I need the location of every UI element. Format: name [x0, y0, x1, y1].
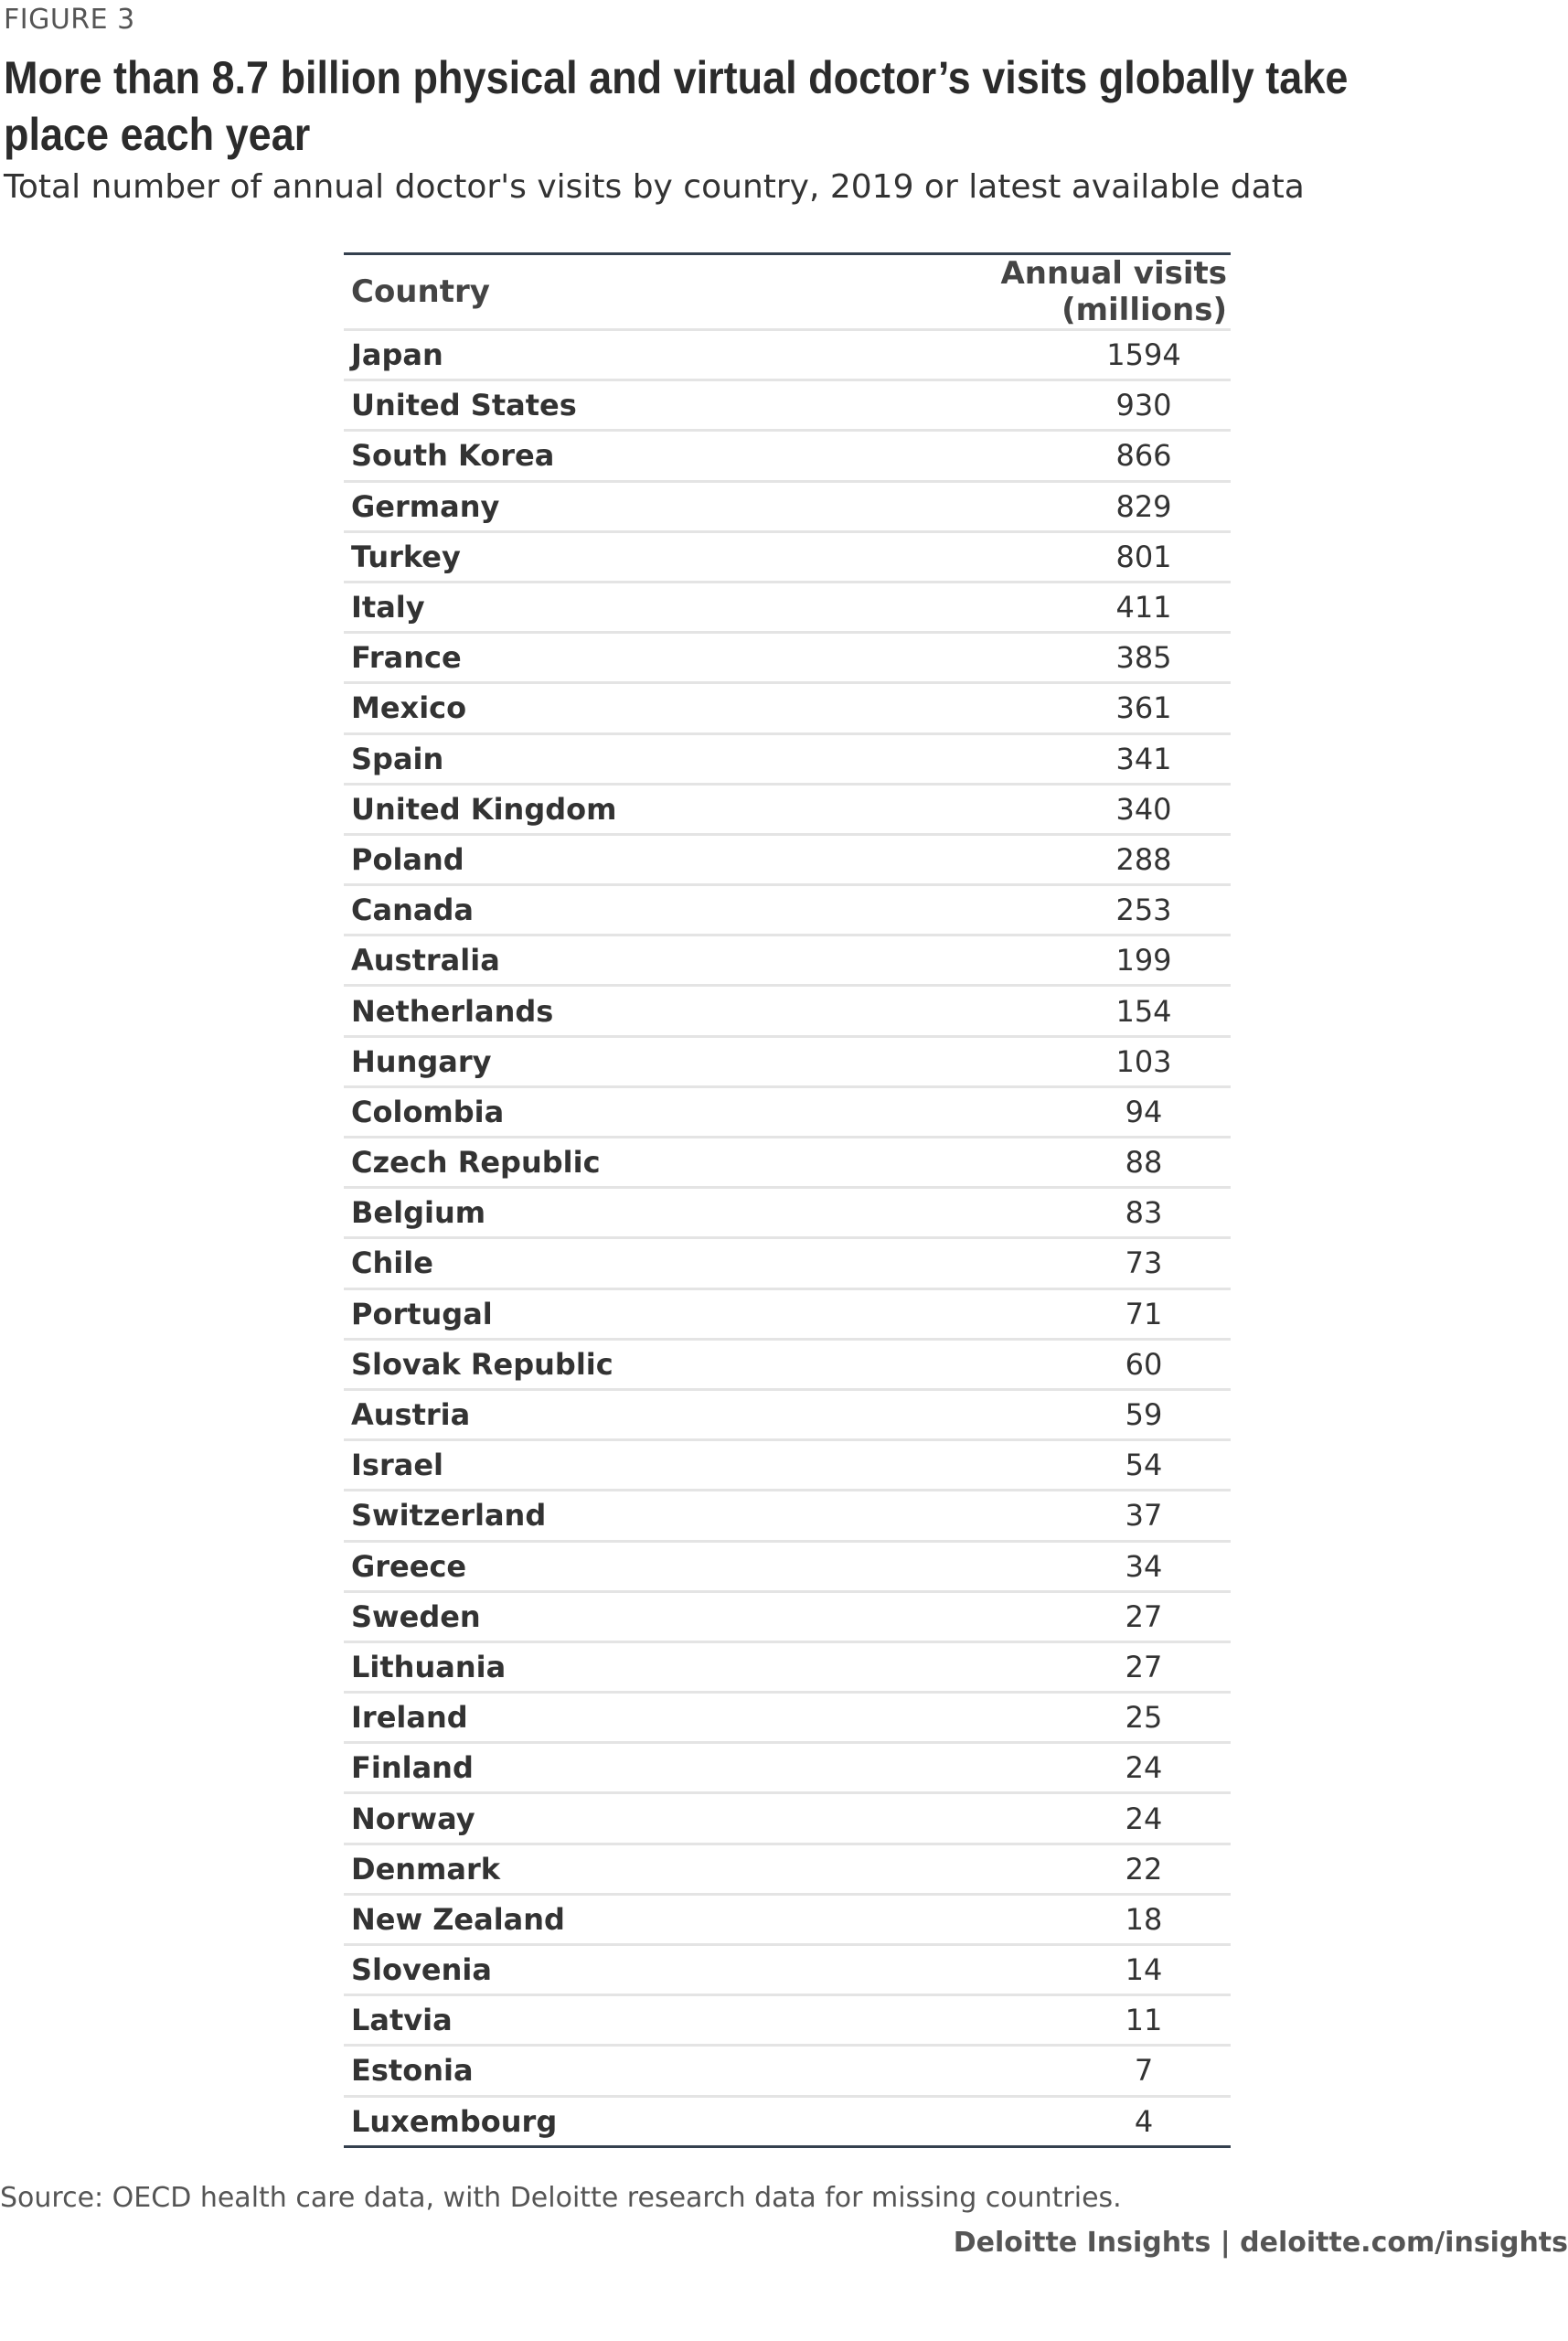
table-row [344, 784, 1231, 834]
visits-cell: 288 [828, 834, 1231, 884]
table-row [344, 1743, 1231, 1793]
country-cell: United Kingdom [344, 784, 828, 834]
visits-cell: 253 [828, 885, 1231, 935]
table-row [344, 1288, 1231, 1339]
table-row [344, 380, 1231, 431]
country-cell: Australia [344, 935, 828, 986]
visits-table [344, 252, 1231, 2148]
country-cell: Norway [344, 1793, 828, 1844]
table-row [344, 1238, 1231, 1288]
visits-cell: 22 [828, 1844, 1231, 1894]
table-row [344, 1591, 1231, 1641]
visits-cell: 154 [828, 986, 1231, 1036]
visits-cell: 930 [828, 380, 1231, 431]
country-cell: Canada [344, 885, 828, 935]
table-row [344, 1036, 1231, 1086]
country-cell: Austria [344, 1389, 828, 1439]
country-cell: Lithuania [344, 1641, 828, 1692]
table-row [344, 1793, 1231, 1844]
table-row [344, 431, 1231, 481]
visits-cell: 88 [828, 1138, 1231, 1188]
country-cell: Luxembourg [351, 2103, 558, 2139]
country-cell: Finland [344, 1743, 828, 1793]
visits-cell: 24 [828, 1743, 1231, 1793]
country-cell: Czech Republic [344, 1138, 828, 1188]
visits-cell: 361 [828, 683, 1231, 733]
table-row [344, 481, 1231, 531]
table-row [344, 1188, 1231, 1238]
table-row [344, 935, 1231, 986]
table-row [344, 986, 1231, 1036]
table-row [344, 1086, 1231, 1137]
table-row [344, 330, 1231, 380]
visits-cell: 829 [828, 481, 1231, 531]
table-row [344, 633, 1231, 683]
country-cell: Ireland [344, 1693, 828, 1743]
visits-cell: 24 [828, 1793, 1231, 1844]
visits-cell: 73 [828, 1238, 1231, 1288]
country-cell: Latvia [344, 1995, 828, 2046]
country-cell: Mexico [344, 683, 828, 733]
country-cell: Belgium [344, 1188, 828, 1238]
figure-title: More than 8.7 billion physical and virtual doctor’s visits globally take place each year [4, 52, 1349, 160]
table-row [344, 1389, 1231, 1439]
visits-cell: 199 [828, 935, 1231, 986]
visits-cell: 60 [828, 1339, 1231, 1389]
visits-cell: 71 [828, 1288, 1231, 1339]
visits-cell: 4 [1134, 2103, 1154, 2139]
country-cell: Chile [344, 1238, 828, 1288]
table-row [344, 1945, 1231, 1995]
country-cell: Colombia [344, 1086, 828, 1137]
table-row [344, 683, 1231, 733]
country-cell: Greece [344, 1541, 828, 1591]
country-cell: Denmark [344, 1844, 828, 1894]
visits-cell: 34 [828, 1541, 1231, 1591]
table-row [344, 1995, 1231, 2046]
country-cell: Italy [344, 582, 828, 632]
visits-cell: 37 [828, 1491, 1231, 1541]
country-cell: France [344, 633, 828, 683]
country-cell: Portugal [344, 1288, 828, 1339]
visits-cell: 18 [828, 1894, 1231, 1944]
column-header-country: Country [344, 254, 828, 330]
country-cell: Poland [344, 834, 828, 884]
country-cell: Estonia [344, 2046, 828, 2096]
table-row [344, 1339, 1231, 1389]
table-row [344, 1491, 1231, 1541]
visits-cell: 27 [828, 1641, 1231, 1692]
table-row [344, 1440, 1231, 1491]
column-header-visits: Annual visits (millions) [828, 254, 1231, 330]
table-row [344, 1641, 1231, 1692]
table-row [344, 582, 1231, 632]
table-row [344, 531, 1231, 582]
country-cell: Netherlands [344, 986, 828, 1036]
visits-cell: 25 [828, 1693, 1231, 1743]
visits-cell: 1594 [828, 330, 1231, 380]
country-cell: Germany [344, 481, 828, 531]
visits-cell: 340 [828, 784, 1231, 834]
table-row [344, 885, 1231, 935]
visits-cell: 14 [828, 1945, 1231, 1995]
visits-cell: 7 [828, 2046, 1231, 2096]
table-header-row [344, 254, 1231, 330]
table-row [344, 834, 1231, 884]
visits-cell: 59 [828, 1389, 1231, 1439]
table-row [344, 1894, 1231, 1944]
visits-cell: 11 [828, 1995, 1231, 2046]
table-row [344, 1138, 1231, 1188]
table-row [344, 1541, 1231, 1591]
country-cell: Slovak Republic [344, 1339, 828, 1389]
credit-line: Deloitte Insights | deloitte.com/insights [953, 2227, 1568, 2259]
visits-cell: 94 [828, 1086, 1231, 1137]
source-note: Source: OECD health care data, with Deloitte research data for missing countries. [0, 2182, 1122, 2214]
visits-cell: 866 [828, 431, 1231, 481]
table-row [344, 2096, 1231, 2146]
country-cell: Spain [344, 733, 828, 784]
table-row [344, 2046, 1231, 2096]
country-cell: Israel [344, 1440, 828, 1491]
table-row [344, 1844, 1231, 1894]
visits-cell: 103 [828, 1036, 1231, 1086]
visits-cell: 341 [828, 733, 1231, 784]
table-row [344, 733, 1231, 784]
visits-cell: 801 [828, 531, 1231, 582]
visits-cell: 385 [828, 633, 1231, 683]
country-cell: Switzerland [344, 1491, 828, 1541]
country-cell: Japan [344, 330, 828, 380]
country-cell: Turkey [344, 531, 828, 582]
figure-label: FIGURE 3 [4, 4, 135, 36]
country-cell: Slovenia [344, 1945, 828, 1995]
table-row [344, 1693, 1231, 1743]
country-cell: United States [344, 380, 828, 431]
country-cell: Sweden [344, 1591, 828, 1641]
table-body [344, 330, 1231, 2147]
country-cell: South Korea [344, 431, 828, 481]
visits-cell: 54 [828, 1440, 1231, 1491]
country-cell: New Zealand [344, 1894, 828, 1944]
visits-cell: 83 [828, 1188, 1231, 1238]
figure-subtitle: Total number of annual doctor's visits by country, 2019 or latest available data [4, 168, 1305, 206]
country-cell: Hungary [344, 1036, 828, 1086]
visits-cell: 411 [828, 582, 1231, 632]
visits-cell: 27 [828, 1591, 1231, 1641]
